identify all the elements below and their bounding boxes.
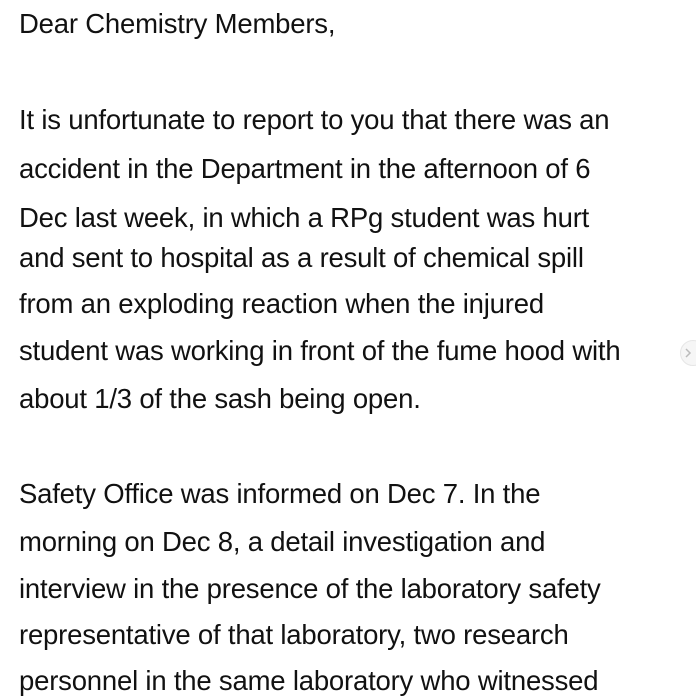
next-page-button[interactable] [680, 340, 696, 366]
paragraph-line: representative of that laboratory, two research [19, 619, 569, 650]
paragraph-line: student was working in front of the fume hood with [19, 335, 621, 366]
paragraph-line: Dec last week, in which a RPg student was hurt [19, 202, 590, 233]
paragraph-line: morning on Dec 8, a detail investigation and [19, 526, 546, 557]
paragraph-line: Safety Office was informed on Dec 7. In the [19, 478, 541, 509]
paragraph-line: interview in the presence of the laboratory safety [19, 573, 601, 604]
paragraph-line: accident in the Department in the afternoon of 6 [19, 153, 591, 184]
paragraph-line: from an exploding reaction when the injured [19, 288, 544, 319]
paragraph-line: and sent to hospital as a result of chemical spill [19, 242, 584, 273]
paragraph-line: It is unfortunate to report to you that there was an [19, 104, 610, 135]
greeting: Dear Chemistry Members, [19, 8, 336, 39]
paragraph-line: about 1/3 of the sash being open. [19, 383, 421, 414]
chevron-right-icon [683, 348, 693, 358]
paragraph-line: personnel in the same laboratory who witnessed [19, 665, 599, 696]
